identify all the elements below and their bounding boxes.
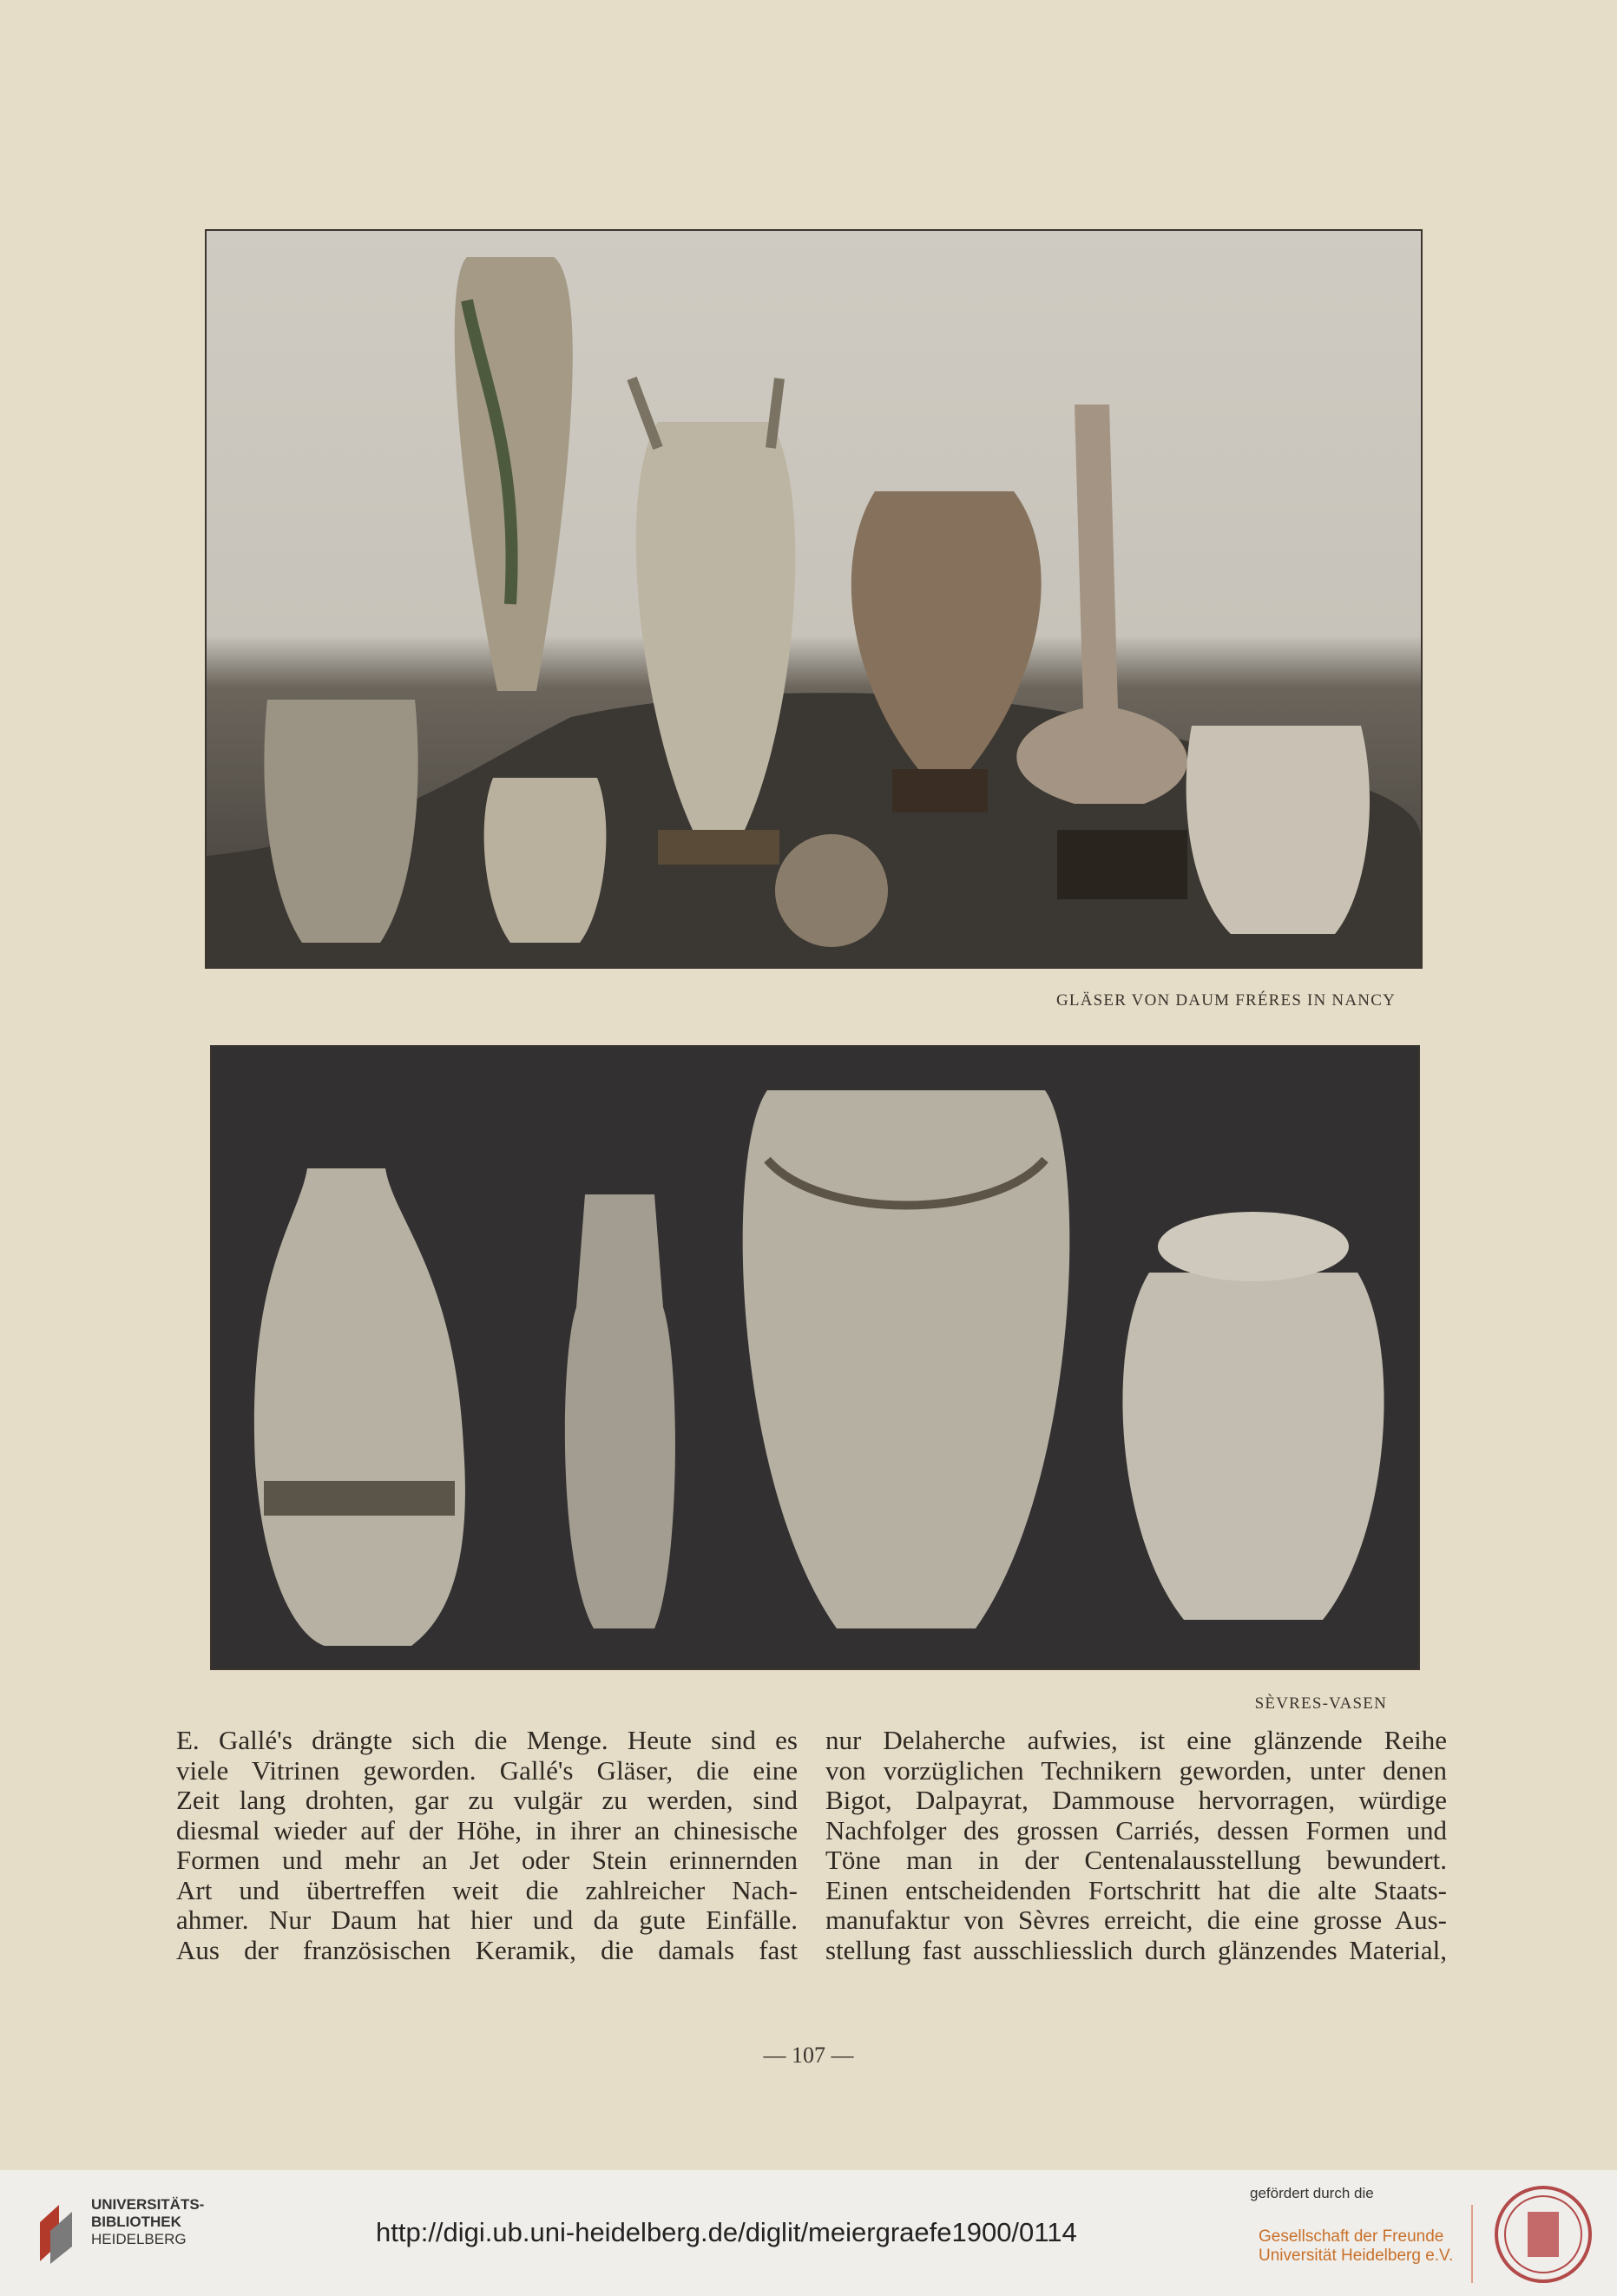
photo-caption: GLÄSER VON DAUM FRÉRES IN NANCY	[1055, 991, 1396, 1010]
photo-daum-glass	[205, 229, 1423, 969]
text-line: Töne man in der Centenalausstellung bewundert.	[825, 1845, 1447, 1875]
library-logo-icon	[33, 2196, 82, 2266]
text-line: E. Gallé's drängte sich die Menge. Heute sind es	[176, 1725, 798, 1755]
text-line: Nachfolger des grossen Carriés, dessen Formen und	[825, 1814, 1447, 1845]
text-column-right	[825, 1726, 1447, 1965]
society-name-line: Universität Heidelberg e.V.	[1259, 2247, 1454, 2265]
text-line: Bigot, Dalpayrat, Dammouse hervorragen, würdige	[825, 1785, 1447, 1815]
vases-illustration-2	[212, 1047, 1418, 1668]
footer-bar	[0, 2170, 1617, 2296]
photo-sevres-vases	[210, 1045, 1420, 1670]
text-line: Einen entscheidenden Fortschritt hat die alte Staats-	[825, 1874, 1447, 1905]
library-name-line: UNIVERSITÄTS-	[91, 2196, 205, 2213]
library-name-line: HEIDELBERG	[91, 2231, 187, 2247]
library-name-line: BIBLIOTHEK	[91, 2214, 181, 2230]
text-line: nur Delaherche aufwies, ist eine glänzende Reihe	[825, 1725, 1447, 1755]
text-line: manufaktur von Sèvres erreicht, die eine grosse Aus-	[825, 1905, 1447, 1935]
text-line: Aus der französischen Keramik, die damals fast	[176, 1934, 798, 1965]
text-line: Formen und mehr an Jet oder Stein erinnernden	[176, 1845, 798, 1875]
supported-by-label: gefördert durch die	[1250, 2185, 1374, 2201]
text-line: stellung fast ausschliesslich durch glänzendes Material,	[825, 1934, 1447, 1965]
library-name	[91, 2196, 204, 2248]
source-url[interactable]: http://digi.ub.uni-heidelberg.de/diglit/meiergraefe1900/0114	[376, 2217, 1077, 2247]
text-line: diesmal wieder auf der Höhe, in ihrer an chinesische	[176, 1814, 798, 1845]
society-name-line: Gesellschaft der Freunde	[1259, 2227, 1444, 2246]
society-name	[1259, 2227, 1453, 2266]
text-line: Art und übertreffen weit die zahlreicher Nach-	[176, 1874, 798, 1905]
vases-illustration-1	[207, 231, 1421, 967]
footer-divider	[1471, 2205, 1473, 2283]
text-line: von vorzüglichen Technikern geworden, unter denen	[825, 1754, 1447, 1786]
text-line: viele Vitrinen geworden. Gallé's Gläser, die eine	[176, 1754, 798, 1786]
text-column-left	[176, 1726, 798, 1965]
page-number: — 107 —	[763, 2043, 854, 2068]
text-line: Zeit lang drohten, gar zu vulgär zu werden, sind	[176, 1785, 798, 1815]
photo-caption: SÈVRES-VASEN	[1254, 1694, 1387, 1713]
university-seal-icon	[1491, 2182, 1595, 2286]
text-line: ahmer. Nur Daum hat hier und da gute Einfälle.	[176, 1905, 798, 1935]
